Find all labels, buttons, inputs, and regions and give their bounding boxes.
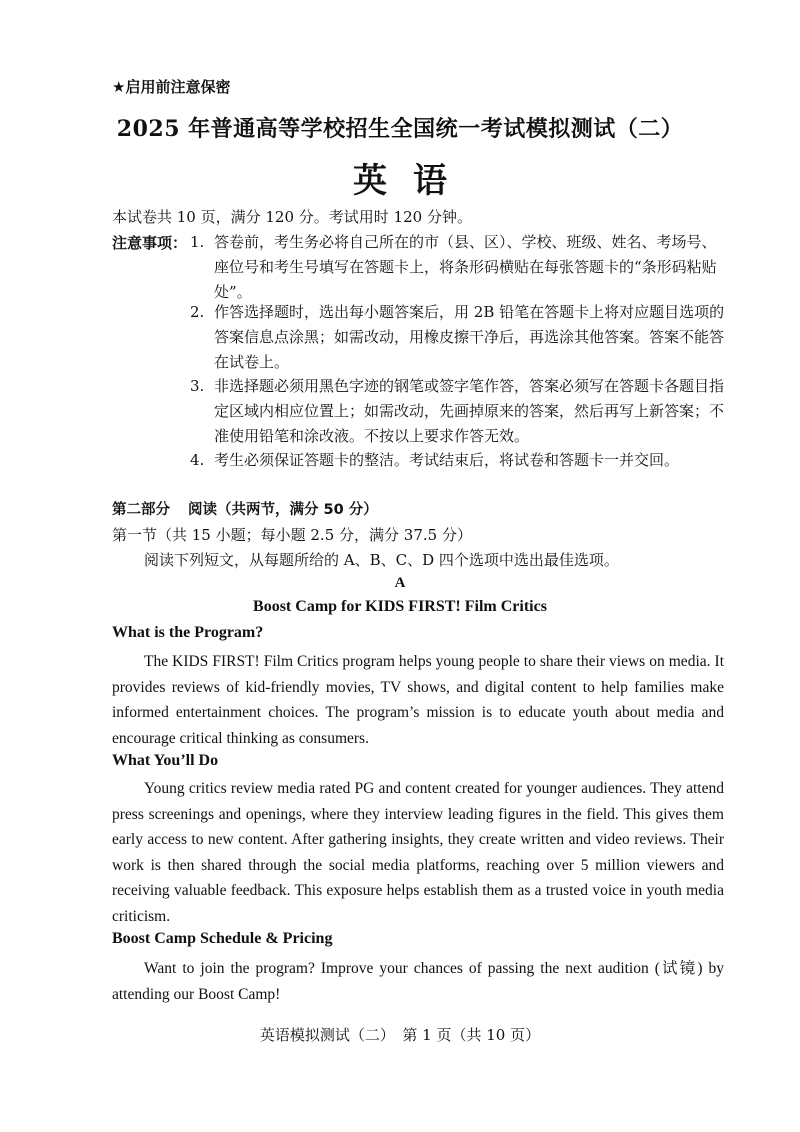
note-number: 1. bbox=[190, 233, 205, 251]
sub-section-title: 第一节（共 15 小题；每小题 2.5 分，满分 37.5 分） bbox=[112, 526, 472, 544]
paragraph: Young critics review media rated PG and content created for younger audiences. They attend press screenings and openings, where they interview leading figures in the field. This gives them early access to new content. After gathering insights, they create written and video reviews. Their work is then shared through the social media platforms, reaching over 5 million viewers and receiving valuable feedback. This exposure helps establish them as a trusted voice in youth media criticism. bbox=[112, 780, 724, 925]
section-title bbox=[112, 498, 378, 519]
section-heading: Boost Camp Schedule & Pricing bbox=[112, 930, 333, 947]
paragraph: The KIDS FIRST! Film Critics program helps young people to share their views on media. It provides reviews of kid-friendly movies, TV shows, and digital content to help families make informed entertainment choices. The program’s mission is to educate youth about media and encourage critical thinking as consumers. bbox=[112, 653, 724, 747]
reading-instruction: 阅读下列短文，从每题所给的 A、B、C、D 四个选项中选出最佳选项。 bbox=[144, 551, 619, 569]
note-item bbox=[190, 300, 730, 375]
section-part: 第二部分 bbox=[112, 502, 170, 518]
notes-label: 注意事项： bbox=[112, 234, 188, 252]
paragraph: Want to join the program? Improve your chances of passing the next audition (试镜) by attending our Boost Camp! bbox=[112, 960, 724, 1003]
note-text: 作答选择题时，选出每小题答案后，用 2B 铅笔在答题卡上将对应题目选项的答案信息点涂黑；如需改动，用橡皮擦干净后，再选涂其他答案。答案不能答在试卷上。 bbox=[214, 303, 725, 371]
passage-title: Boost Camp for KIDS FIRST! Film Critics bbox=[253, 598, 547, 615]
note-number: 4. bbox=[190, 451, 205, 469]
exam-info: 本试卷共 10 页，满分 120 分。考试用时 120 分钟。 bbox=[112, 208, 472, 226]
exam-title: 2025 年普通高等学校招生全国统一考试模拟测试（二） bbox=[116, 116, 684, 142]
note-text: 答卷前，考生务必将自己所在的市（县、区）、学校、班级、姓名、考场号、座位号和考生号填写在答题卡上，将条形码横贴在每张答题卡的“条形码粘贴处”。 bbox=[214, 233, 717, 301]
note-text: 考生必须保证答题卡的整洁。考试结束后，将试卷和答题卡一并交回。 bbox=[214, 451, 680, 469]
note-number: 3. bbox=[190, 377, 205, 395]
confidential-notice: ★启用前注意保密 bbox=[112, 78, 231, 96]
passage-letter: A bbox=[394, 575, 406, 591]
section-heading: What You’ll Do bbox=[112, 752, 219, 769]
section-name: 阅读（共两节，满分 50 分） bbox=[188, 502, 378, 518]
note-text: 非选择题必须用黑色字迹的钢笔或签字笔作答，答案必须写在答题卡各题目指定区域内相应位置上；如需改动，先画掉原来的答案，然后再写上新答案；不准使用铅笔和涂改液。不按以上要求作答无效。 bbox=[214, 377, 725, 445]
note-item bbox=[190, 374, 730, 449]
page-footer: 英语模拟测试（二） 第 1 页（共 10 页） bbox=[259, 1026, 541, 1044]
section-heading: What is the Program? bbox=[112, 624, 264, 641]
note-item bbox=[190, 230, 730, 305]
subject-title: 英语 bbox=[353, 161, 473, 201]
note-number: 2. bbox=[190, 303, 205, 321]
note-item bbox=[190, 448, 730, 473]
